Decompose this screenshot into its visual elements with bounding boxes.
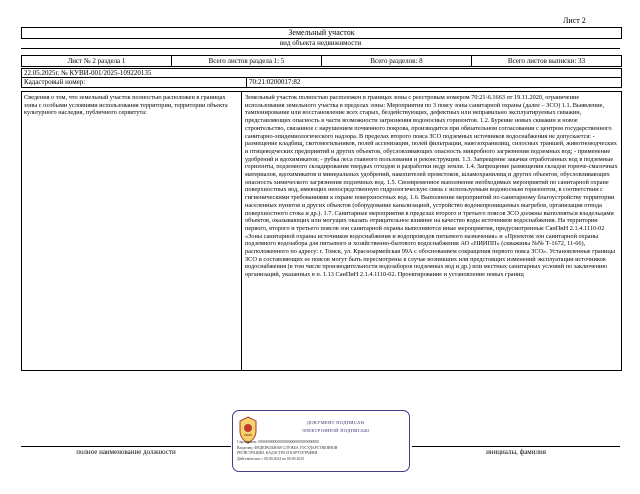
stamp-line-1: ДОКУМЕНТ ПОДПИСАН [306,420,365,425]
cadastral-label: Кадастровый номер: [22,78,247,87]
stamp-owner: Владелец: ФЕДЕРАЛЬНАЯ СЛУЖБА ГОСУДАРСТВЕННОЙ [237,445,338,450]
extract-sheets-total: Всего листов выписки: 33 [507,57,586,65]
zone-info-label: Сведения о том, что земельный участок полностью расположен в границах зоны с особыми условиями использования территории, территории объекта культурного наследия, публичного сервитута: [22,92,242,370]
sheet-number: Лист 2 [563,16,586,25]
object-kind-caption: вид объекта недвижимости [279,39,362,47]
cadastral-row [21,77,622,88]
zone-info-table [21,91,622,371]
stamp-owner-2: РЕГИСТРАЦИИ, КАДАСТРА И КАРТОГРАФИИ [237,451,318,455]
name-caption: инициалы, фамилия [486,448,546,456]
counts-row [21,55,622,67]
name-signature-line [412,446,620,447]
zone-info-text: Земельный участок полностью расположен в границах зоны с реестровым номером 70:21-6.1663 от 19.11.2020, ограничение использования земельного участка в пределах зоны: Мероприятия по 3 поясу зоны санитарной охраны (далее – ЗСО) 1.1. Выявление, тампонирование или восстановление всех старых, бездействующих, дефектных или неправильно эксплуатируемых скважин, представляющих опасность в части возможности загрязнения водоносных горизонтов. 1.2. Бурение новых скважин и новое строительство, связанное с нарушением почвенного покрова, производится при обязательном согласовании с центром государственного санитарно-эпидемиологического надзора. В пределах второго пояса ЗСО подземных источников водоснабжения не допускается: - размещение кладбищ, скотомогильников, полей ассенизации, полей фильтрации, навозохранилищ, силосных траншей, животноводческих и птицеводческих предприятий и других объектов, обусловливающих опасность микробного загрязнения подземных вод; - применение удобрений и ядохимикатов; - рубка леса главного пользования и реконструкции. 1.3. Запрещение закачки отработанных вод в подземные горизонты, подземного складирования твердых отходов и разработки недр земли. 1.4. Запрещение размещения складов горюче-смазочных материалов, ядохимикатов и минеральных удобрений, накопителей промстоков, шламохранилищ и других объектов, обусловливающих опасность химического загрязнения подземных вод. 1.5. Своевременное выполнение необходимых мероприятий по санитарной охране поверхностных вод, имеющих непосредственную гидрологическую связь с используемым водоносным горизонтом, в соответствии с гигиеническими требованиями к охране поверхностных вод. 1.6. Выполнение мероприятий по санитарному благоустройству территории населенных пунктов и других объектов (оборудование канализацией, устройство водонепроницаемых выгребов, организация отвода поверхностного стока и др.). 1.7. Санитарные мероприятия в пределах второго и третьего поясов ЗСО должны выполняться владельцами объектов, оказывающих или могущих оказать отрицательное влияние на качество воды источников водоснабжения. На территории первого, второго и третьего поясов зон санитарной охраны выполняются иные мероприятия, предусмотренные СанПиН 2.1.4.1110-02 «Зоны санитарной охраны источников водоснабжения и водопроводов питьевого назначения» и «Проектом зон санитарной охраны подземного водозабора для питьевого и хозяйственно-бытового водоснабжения АО «НИИПП» (скважины №№ Т-1672, 11-66), расположенного по адресу: г. Томск, ул. Красноармейская 99А с обоснованием сокращения первого пояса ЗСО». Установленные границы ЗСО и составляющих ее поясов могут быть пересмотрены в случае возникших или предстоящих изменений эксплуатации источников водоснабжения (в том числе производительности водозаборов подземных вод и др.) или местных санитарных условий по заключению организаций, указанных в п. 1.13 СанПиН 2.1.4.1110-02. Проектирование и установление новых границ [245,94,618,279]
position-signature-line [21,446,231,447]
electronic-signature-stamp [232,410,410,472]
stamp-details [237,440,407,462]
cadastral-value: 70:21:0200017:82 [249,78,301,86]
divider [21,48,620,49]
stamp-line-2: ЭЛЕКТРОННОЙ ПОДПИСЬЮ [301,428,370,433]
stamp-certificate: Сертификат: 00000000000000000000000000000000 [237,440,320,444]
sheet-of-section: Лист № 2 раздела 1 [22,56,172,66]
stamp-validity: Действителен: с 00.00.2024 по 00.00.2025 [237,456,305,461]
date-number: 22.05.2025г. № КУВИ-001/2025-109220135 [24,69,152,77]
sheets-total: Всего листов раздела 1: 5 [172,56,322,66]
document-title: Земельный участок [21,27,622,39]
position-caption: полное наименование должности [76,448,176,456]
sections-total: Всего разделов: 8 [322,56,472,66]
